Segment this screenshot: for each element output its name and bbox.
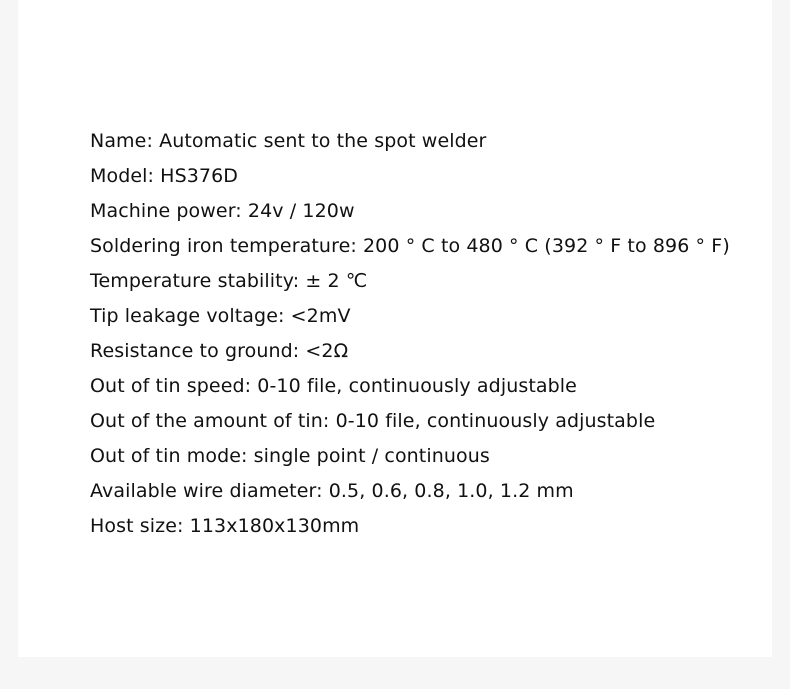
spec-tip-leakage-voltage: Tip leakage voltage: <2mV xyxy=(90,305,351,327)
spec-tin-mode: Out of tin mode: single point / continuous xyxy=(90,445,490,467)
spec-temperature-stability: Temperature stability: ± 2 ℃ xyxy=(90,270,368,292)
spec-host-size: Host size: 113x180x130mm xyxy=(90,515,360,537)
spec-resistance-to-ground: Resistance to ground: <2Ω xyxy=(90,340,349,362)
spec-list xyxy=(90,124,730,544)
spec-tin-amount: Out of the amount of tin: 0-10 file, continuously adjustable xyxy=(90,410,656,432)
spec-wire-diameter: Available wire diameter: 0.5, 0.6, 0.8, 1.0, 1.2 mm xyxy=(90,480,574,502)
spec-machine-power: Machine power: 24v / 120w xyxy=(90,200,355,222)
spec-name: Name: Automatic sent to the spot welder xyxy=(90,130,487,152)
spec-model: Model: HS376D xyxy=(90,165,239,187)
spec-iron-temperature: Soldering iron temperature: 200 ° C to 480 ° C (392 ° F to 896 ° F) xyxy=(90,235,730,257)
spec-tin-speed: Out of tin speed: 0-10 file, continuously adjustable xyxy=(90,375,577,397)
